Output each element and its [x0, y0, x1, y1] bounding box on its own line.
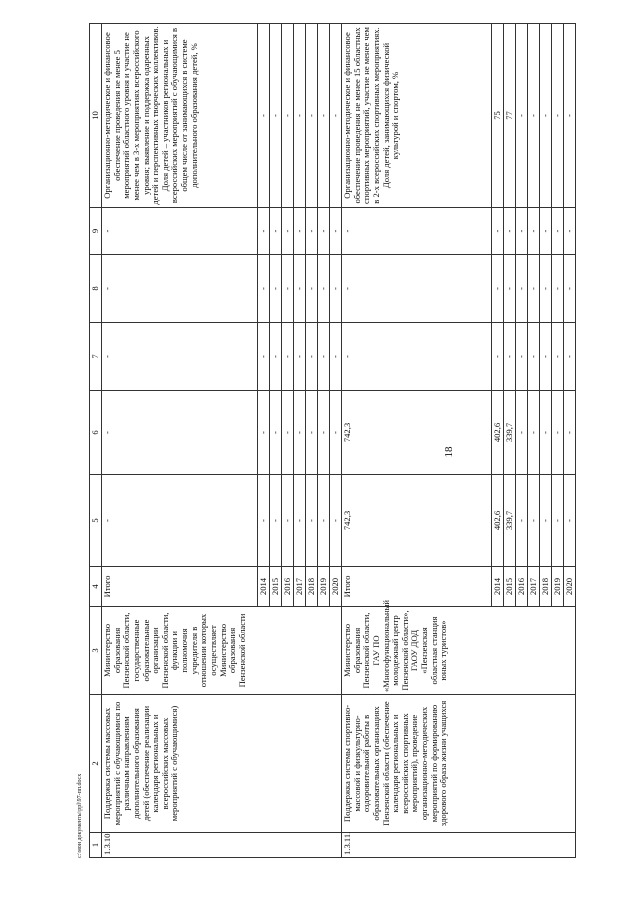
year-value: -	[318, 475, 330, 567]
year-value: -	[330, 475, 342, 567]
activity-name: Поддержка системы спортивно-массовой и физкультурно-оздоровительной работы в образовательных организациях Пензенской области (обеспечение календаря региональных и всероссийских спортивных мероприятий), проведение организационно-методических мероприятий по формированию здорового образа жизни учащихся	[342, 695, 576, 833]
executor: Министерство образования Пензенской области, государственные образовательные организации Пензенской области, функции и полномочия учредителя в отношении которых осуществляет Министерство образования Пензенской области	[102, 607, 342, 695]
column-header: 2	[90, 695, 102, 833]
row-number: 1.3.11.	[342, 833, 576, 858]
year-value: -	[330, 255, 342, 323]
year-value: -	[318, 255, 330, 323]
year-indicator: 75	[492, 24, 504, 208]
year: 2015	[504, 567, 516, 607]
year-value: -	[504, 255, 516, 323]
column-header: 9	[90, 208, 102, 255]
table-row	[342, 24, 492, 858]
rotated-table-area	[89, 24, 574, 858]
year-value: -	[258, 208, 270, 255]
table-header-row	[90, 24, 102, 858]
total-value: 742,3	[342, 391, 492, 475]
year-value: -	[552, 475, 564, 567]
column-header: 1	[90, 833, 102, 858]
year-value: 339,7	[504, 475, 516, 567]
year-value: -	[306, 323, 318, 391]
year-indicator: -	[540, 24, 552, 208]
year-value: -	[564, 255, 576, 323]
year-indicator: -	[552, 24, 564, 208]
year-value: -	[318, 208, 330, 255]
row-number: 1.3.10.	[102, 833, 342, 858]
year-value: -	[282, 475, 294, 567]
year: 2017	[294, 567, 306, 607]
column-header: 4	[90, 567, 102, 607]
year-value: -	[528, 255, 540, 323]
year-value: 402,6	[492, 391, 504, 475]
year-value: -	[492, 255, 504, 323]
total-value: -	[342, 323, 492, 391]
year-value: -	[318, 323, 330, 391]
year-value: -	[270, 208, 282, 255]
year: 2017	[528, 567, 540, 607]
year-indicator: 77	[504, 24, 516, 208]
column-header: 6	[90, 391, 102, 475]
year: 2016	[516, 567, 528, 607]
column-header: 5	[90, 475, 102, 567]
total-value: -	[102, 475, 258, 567]
year-indicator: -	[294, 24, 306, 208]
year-value: -	[528, 475, 540, 567]
total-value: -	[102, 255, 258, 323]
year-value: -	[294, 475, 306, 567]
year-value: -	[528, 208, 540, 255]
total-value: -	[342, 255, 492, 323]
indicator-text: Организационно-методическое и финансовое обеспечение проведения не менее 15 областных спортивных мероприятий, участие не менее чем в 2-х всероссийских спортивных мероприятиях. Доля детей, занимающихся физической культурой и спортом, %	[342, 24, 492, 208]
total-value: -	[102, 323, 258, 391]
year-value: -	[330, 208, 342, 255]
year-value: -	[282, 255, 294, 323]
year-value: -	[528, 323, 540, 391]
year: 2018	[540, 567, 552, 607]
year-value: -	[540, 323, 552, 391]
year-value: -	[516, 475, 528, 567]
total-value: 742,3	[342, 475, 492, 567]
year-indicator: -	[258, 24, 270, 208]
table-row	[102, 24, 258, 858]
year-indicator: -	[270, 24, 282, 208]
year: 2014	[492, 567, 504, 607]
year-value: -	[294, 391, 306, 475]
year-value: -	[492, 208, 504, 255]
page-number: 18	[443, 446, 455, 458]
year-value: -	[270, 391, 282, 475]
year-value: -	[564, 208, 576, 255]
year-value: -	[282, 391, 294, 475]
year: 2014	[258, 567, 270, 607]
year-value: -	[540, 475, 552, 567]
year-indicator: -	[330, 24, 342, 208]
activity-name: Поддержка системы массовых мероприятий с обучающимися по различным направлениям дополнительного образования детей (обеспечение реализации календаря региональных и всероссийских массовых мероприятий с обучающимися)	[102, 695, 342, 833]
year-value: -	[528, 391, 540, 475]
executor: Министерство образования Пензенской области, ГАУ ПО «Многофункциональный молодежный центр Пензенской области», ГАОУ ДОД «Пензенская областная станция юных туристов»	[342, 607, 576, 695]
column-header: 10	[90, 24, 102, 208]
year: 2016	[282, 567, 294, 607]
year-value: -	[258, 391, 270, 475]
year-value: -	[492, 323, 504, 391]
year-value: 339,7	[504, 391, 516, 475]
total-value: -	[102, 208, 258, 255]
year-value: -	[270, 323, 282, 391]
year-value: -	[504, 208, 516, 255]
column-header: 3	[90, 607, 102, 695]
year-value: -	[294, 323, 306, 391]
year-indicator: -	[528, 24, 540, 208]
year-value: -	[294, 208, 306, 255]
year-value: -	[270, 475, 282, 567]
year-value: -	[552, 391, 564, 475]
year-value: -	[552, 255, 564, 323]
footer-file-path	[77, 773, 89, 870]
year-value: -	[318, 391, 330, 475]
year-value: -	[552, 208, 564, 255]
year-value: -	[294, 255, 306, 323]
year-indicator: -	[564, 24, 576, 208]
indicator-text: Организационно-методическое и финансовое обеспечение проведения не менее 5 мероприятий областного уровня и участие не менее чем в 3-х мероприятиях всероссийского уровня; выявление и поддержка одаренных детей и перспективных творческих коллективов. Доля детей – участников региональных и всероссийских мероприятий с обучающимися в общем числе от занимающихся в системе дополнительного образования детей, %	[102, 24, 258, 208]
total-label: Итого	[102, 567, 258, 607]
year-value: -	[306, 391, 318, 475]
year-value: -	[552, 323, 564, 391]
year-value: -	[516, 391, 528, 475]
year-value: -	[306, 255, 318, 323]
year-value: -	[504, 323, 516, 391]
rotated-table-content	[89, 24, 574, 858]
year-value: -	[564, 475, 576, 567]
year-value: -	[258, 255, 270, 323]
year-value: -	[306, 208, 318, 255]
column-header: 8	[90, 255, 102, 323]
year-value: -	[564, 391, 576, 475]
year: 2020	[330, 567, 342, 607]
total-label: Итого	[342, 567, 492, 607]
year-value: -	[540, 255, 552, 323]
year-value: -	[270, 255, 282, 323]
year-value: -	[516, 255, 528, 323]
year-indicator: -	[318, 24, 330, 208]
year-indicator: -	[516, 24, 528, 208]
year: 2020	[564, 567, 576, 607]
year-value: 402,6	[492, 475, 504, 567]
total-value: -	[102, 391, 258, 475]
year-value: -	[258, 323, 270, 391]
column-header: 7	[90, 323, 102, 391]
year: 2019	[552, 567, 564, 607]
year-indicator: -	[282, 24, 294, 208]
year-value: -	[564, 323, 576, 391]
year-value: -	[516, 323, 528, 391]
year-value: -	[258, 475, 270, 567]
program-activities-table	[89, 23, 576, 858]
year-value: -	[330, 391, 342, 475]
year-value: -	[330, 323, 342, 391]
year: 2019	[318, 567, 330, 607]
year-value: -	[306, 475, 318, 567]
year-value: -	[540, 208, 552, 255]
year: 2015	[270, 567, 282, 607]
year-value: -	[540, 391, 552, 475]
year-indicator: -	[306, 24, 318, 208]
footer-file-path-text: c:\мои документы\ppl\97-пп.docx	[77, 773, 83, 858]
year-value: -	[282, 323, 294, 391]
year: 2018	[306, 567, 318, 607]
year-value: -	[282, 208, 294, 255]
total-value: -	[342, 208, 492, 255]
year-value: -	[516, 208, 528, 255]
